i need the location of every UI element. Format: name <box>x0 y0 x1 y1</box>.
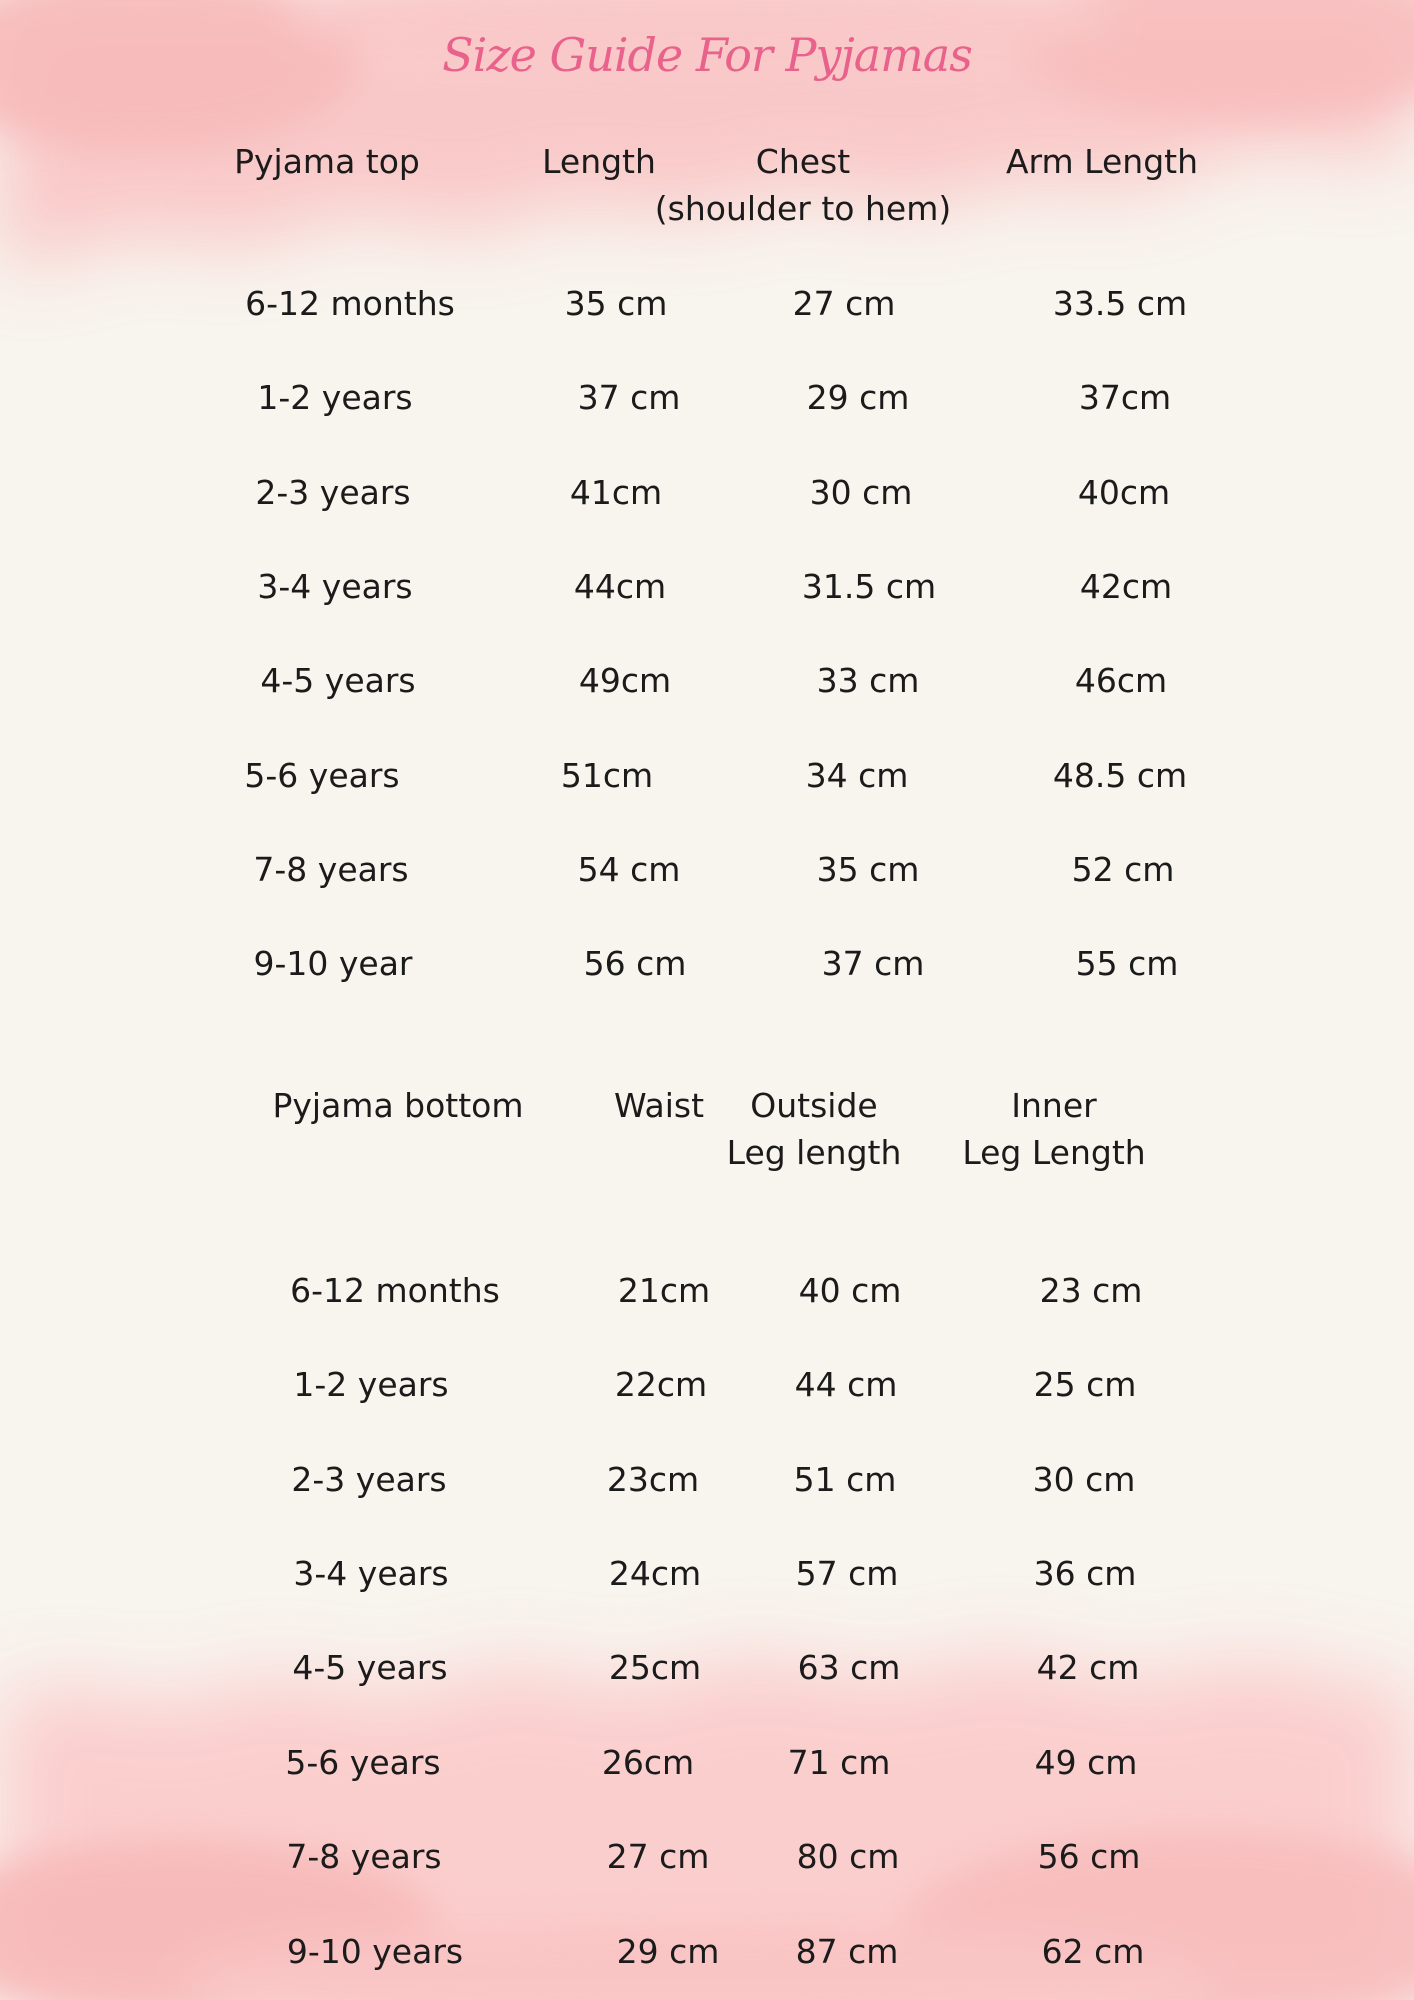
bottom-row-size: 3-4 years <box>293 1554 449 1593</box>
top-header-length: Length <box>542 142 656 181</box>
bottom-row-outside-leg: 57 cm <box>795 1554 899 1593</box>
top-row-arm: 52 cm <box>1071 850 1175 889</box>
top-row-chest: 27 cm <box>792 284 896 323</box>
bottom-row-size: 1-2 years <box>293 1365 449 1404</box>
top-row-size: 1-2 years <box>257 378 413 417</box>
top-row-size: 7-8 years <box>253 850 409 889</box>
bottom-row-outside-leg: 51 cm <box>793 1460 897 1499</box>
top-row-chest: 35 cm <box>816 850 920 889</box>
bottom-row-size: 2-3 years <box>291 1460 447 1499</box>
bottom-row-inner-leg: 49 cm <box>1034 1743 1138 1782</box>
top-header-size: Pyjama top <box>234 142 420 181</box>
page-title: Size Guide For Pyjamas <box>442 28 972 82</box>
bottom-row-size: 5-6 years <box>285 1743 441 1782</box>
top-row-chest: 29 cm <box>806 378 910 417</box>
bottom-row-outside-leg: 80 cm <box>796 1837 900 1876</box>
bottom-row-waist: 24cm <box>608 1554 702 1593</box>
bottom-row-waist: 22cm <box>614 1365 708 1404</box>
bottom-header-inner-leg: Inner Leg Length <box>962 1086 1146 1172</box>
bottom-row-inner-leg: 42 cm <box>1036 1648 1140 1687</box>
bottom-row-size: 6-12 months <box>290 1271 500 1310</box>
top-row-chest: 37 cm <box>821 944 925 983</box>
top-row-chest: 34 cm <box>805 756 909 795</box>
bottom-row-size: 4-5 years <box>292 1648 448 1687</box>
top-row-size: 4-5 years <box>260 661 416 700</box>
bottom-row-waist: 27 cm <box>606 1837 710 1876</box>
bottom-row-inner-leg: 23 cm <box>1039 1271 1143 1310</box>
top-row-length: 51cm <box>560 756 654 795</box>
top-row-length: 44cm <box>573 567 667 606</box>
top-row-length: 56 cm <box>583 944 687 983</box>
bottom-row-inner-leg: 36 cm <box>1033 1554 1137 1593</box>
top-row-length: 37 cm <box>577 378 681 417</box>
top-row-arm: 55 cm <box>1075 944 1179 983</box>
top-row-size: 9-10 year <box>253 944 413 983</box>
top-row-arm: 42cm <box>1079 567 1173 606</box>
bottom-row-outside-leg: 87 cm <box>795 1932 899 1971</box>
bottom-row-waist: 29 cm <box>616 1932 720 1971</box>
bottom-row-waist: 26cm <box>601 1743 695 1782</box>
top-row-arm: 46cm <box>1074 661 1168 700</box>
bottom-header-waist: Waist <box>613 1086 705 1125</box>
bottom-row-outside-leg: 63 cm <box>797 1648 901 1687</box>
top-row-length: 49cm <box>578 661 672 700</box>
top-row-length: 35 cm <box>564 284 668 323</box>
top-row-arm: 40cm <box>1077 473 1171 512</box>
top-row-arm: 48.5 cm <box>1052 756 1188 795</box>
top-row-length: 54 cm <box>577 850 681 889</box>
bottom-row-size: 9-10 years <box>286 1932 464 1971</box>
bottom-row-waist: 25cm <box>608 1648 702 1687</box>
top-row-arm: 33.5 cm <box>1052 284 1188 323</box>
bottom-row-outside-leg: 40 cm <box>798 1271 902 1310</box>
top-row-size: 6-12 months <box>245 284 455 323</box>
top-row-size: 3-4 years <box>257 567 413 606</box>
bottom-row-outside-leg: 71 cm <box>787 1743 891 1782</box>
bottom-row-outside-leg: 44 cm <box>794 1365 898 1404</box>
top-header-arm-length: Arm Length <box>1005 142 1199 181</box>
top-row-size: 5-6 years <box>244 756 400 795</box>
bottom-row-waist: 21cm <box>617 1271 711 1310</box>
bottom-row-inner-leg: 25 cm <box>1033 1365 1137 1404</box>
bottom-header-outside-leg: Outside Leg length <box>726 1086 902 1172</box>
top-row-arm: 37cm <box>1078 378 1172 417</box>
top-row-size: 2-3 years <box>255 473 411 512</box>
bottom-row-inner-leg: 62 cm <box>1041 1932 1145 1971</box>
top-row-chest: 31.5 cm <box>801 567 937 606</box>
bottom-row-inner-leg: 56 cm <box>1037 1837 1141 1876</box>
bottom-header-size: Pyjama bottom <box>272 1086 524 1125</box>
bottom-row-size: 7-8 years <box>286 1837 442 1876</box>
bottom-row-inner-leg: 30 cm <box>1032 1460 1136 1499</box>
top-row-length: 41cm <box>569 473 663 512</box>
top-row-chest: 33 cm <box>816 661 920 700</box>
top-header-chest: Chest (shoulder to hem) <box>654 142 952 228</box>
bottom-row-waist: 23cm <box>606 1460 700 1499</box>
top-row-chest: 30 cm <box>809 473 913 512</box>
